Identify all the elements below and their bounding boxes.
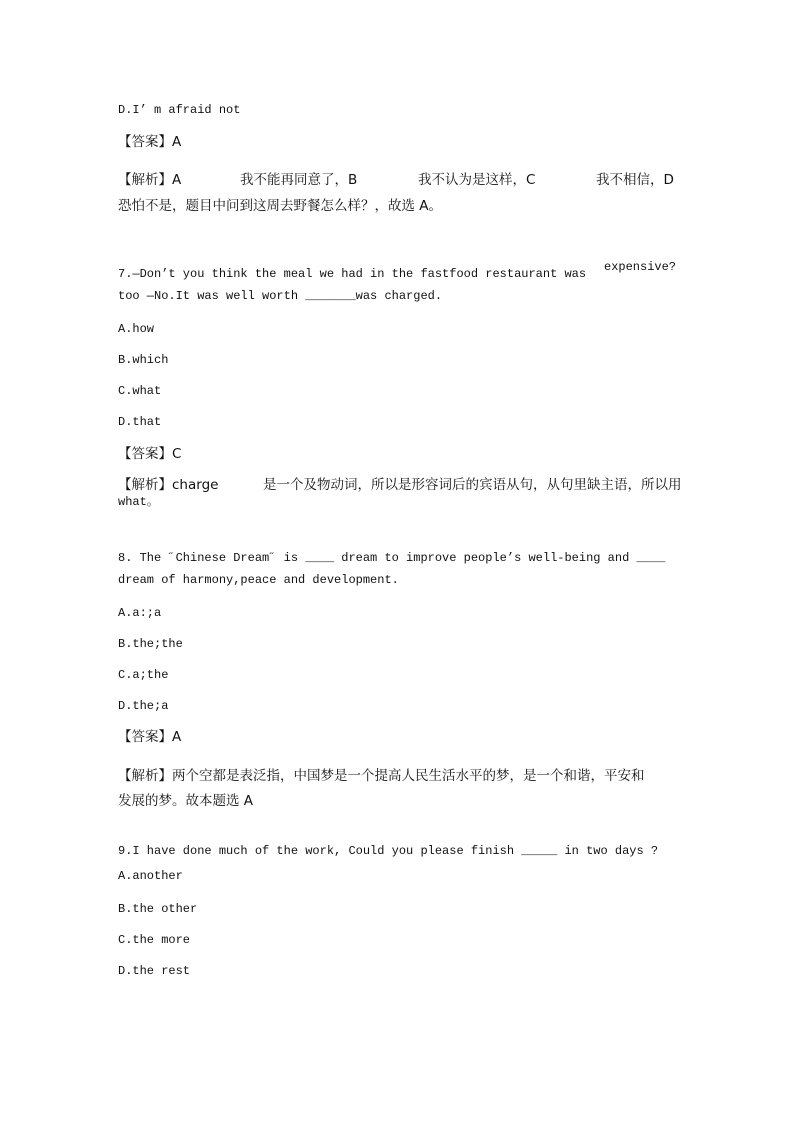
q7-answer: 【答案】C (118, 446, 182, 462)
q6-analysis-line2: 恐怕不是，题目中问到这周去野餐怎么样？，故选 A。 (118, 198, 443, 214)
q7-analysis-line2: what。 (118, 495, 159, 509)
q8-option-b: B.the;the (118, 637, 183, 651)
q7-analysis-seg2: 是一个及物动词，所以是形容词后的宾语从句，从句里缺主语，所以用 (263, 477, 682, 493)
q7-option-d: D.that (118, 415, 162, 429)
q6-option-d: D.I’ m afraid not (118, 103, 241, 117)
q7-float-word: expensive? (604, 260, 677, 274)
q7-question-line2: too —No.It was well worth _______was charged. (118, 289, 443, 303)
q6-analysis-seg4: 我不相信，D (596, 172, 674, 188)
q8-option-a: A.a:;a (118, 606, 162, 620)
q9-option-a: A.another (118, 869, 183, 883)
q6-analysis-seg3: 我不认为是这样，C (418, 172, 536, 188)
q9-option-c: C.the more (118, 933, 191, 947)
q7-question-line1: 7.—Don’t you think the meal we had in the fastfood restaurant was (118, 267, 587, 281)
q8-question-line2: dream of harmony,peace and development. (118, 573, 399, 587)
q8-analysis-line2: 发展的梦。故本题选 A (118, 793, 254, 809)
q8-analysis-line1: 【解析】两个空都是表泛指，中国梦是一个提高人民生活水平的梦，是一个和谐，平安和 (118, 768, 645, 784)
q9-question: 9.I have done much of the work, Could you please finish _____ in two days ? (118, 844, 659, 858)
q8-option-c: C.a;the (118, 668, 169, 682)
q7-option-b: B.which (118, 353, 169, 367)
q6-analysis-seg1: 【解析】A (118, 172, 182, 188)
q7-option-a: A.how (118, 322, 155, 336)
q8-option-d: D.the;a (118, 699, 169, 713)
q8-question-line1: 8. The ˝Chinese Dream˝ is ____ dream to improve people’s well-being and ____ (118, 551, 666, 565)
q6-analysis-seg2: 我不能再同意了，B (240, 172, 358, 188)
q6-answer: 【答案】A (118, 134, 182, 150)
q8-answer: 【答案】A (118, 729, 182, 745)
q7-option-c: C.what (118, 384, 162, 398)
q9-option-d: D.the rest (118, 964, 191, 978)
q9-option-b: B.the other (118, 902, 198, 916)
q7-analysis-seg1: 【解析】charge (118, 477, 219, 493)
